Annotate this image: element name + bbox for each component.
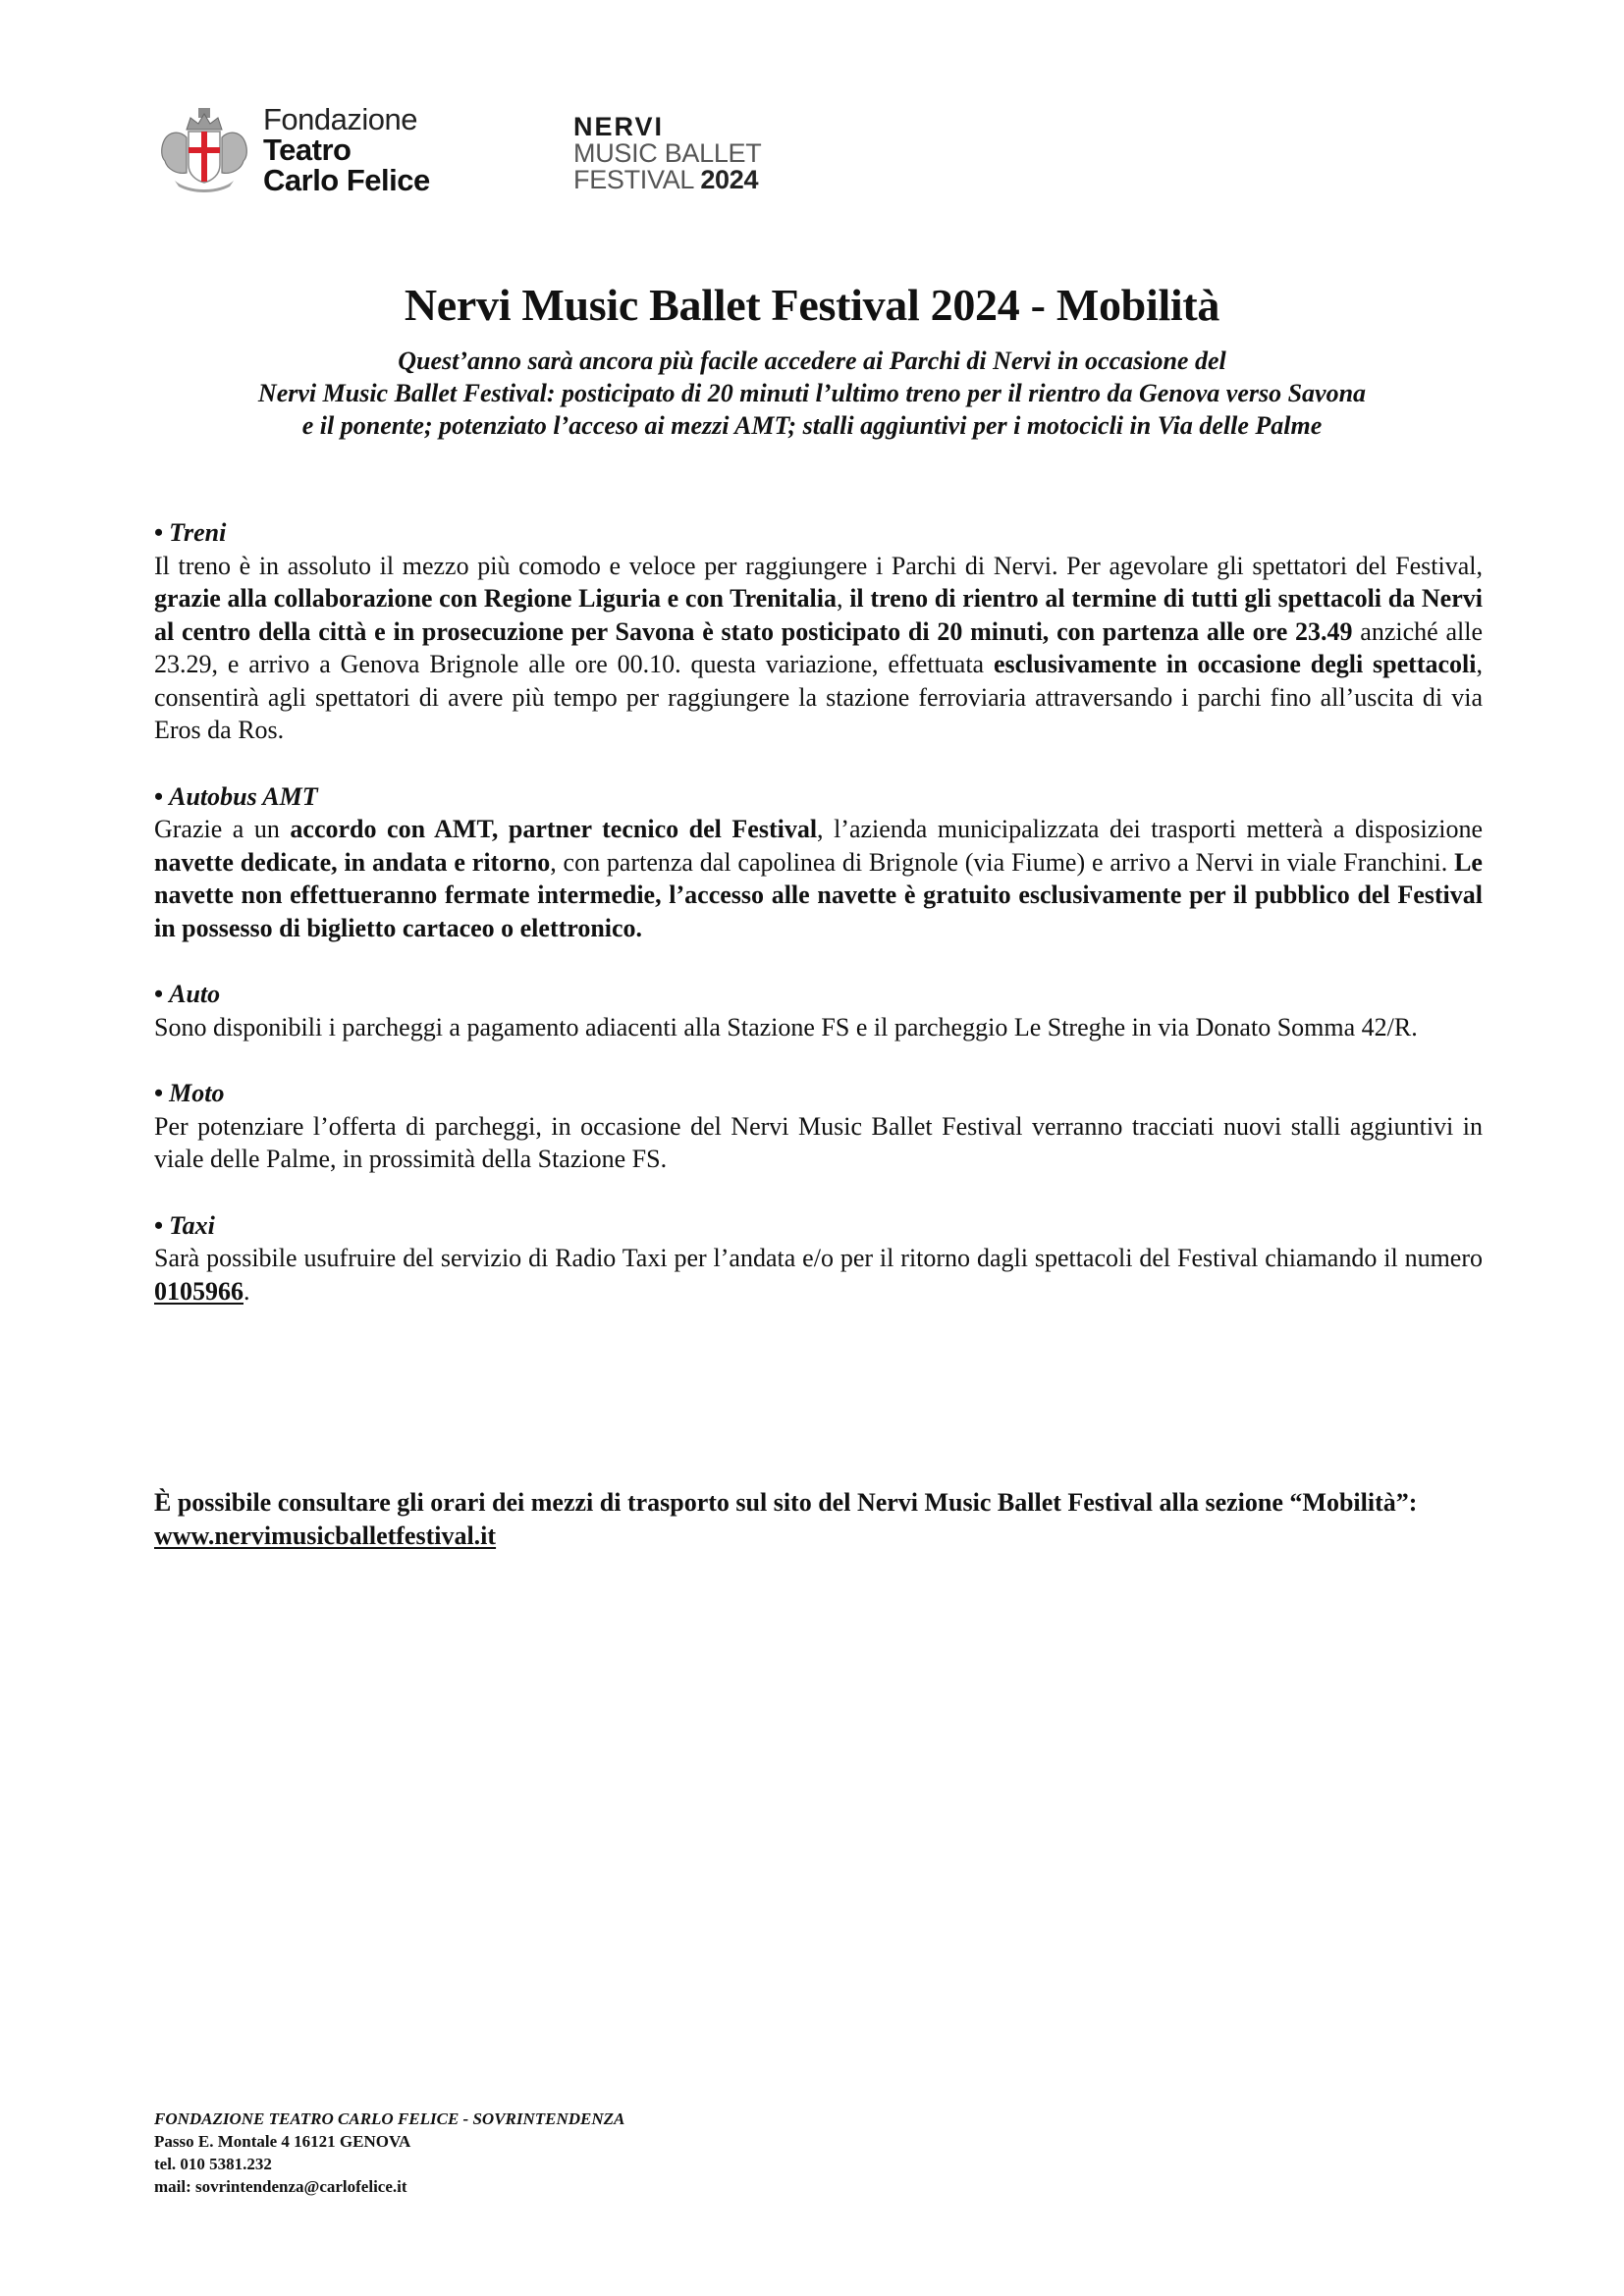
bullet-icon: • — [154, 1210, 164, 1240]
carlo-felice-wordmark — [263, 101, 430, 197]
text-run: Il treno è in assoluto il mezzo più comodo e veloce per raggiungere i Parchi di Nervi. Per agevolare gli spettatori del Festival, — [154, 551, 1483, 580]
bold-run: navette dedicate, in andata e ritorno — [154, 847, 551, 877]
logo-line-nervi: NERVI — [573, 112, 665, 141]
bullet-icon: • — [154, 980, 164, 1008]
festival-website-link[interactable]: www.nervimusicballetfestival.it — [154, 1521, 497, 1550]
subtitle-festival-name: Nervi Music Ballet Festival — [257, 379, 547, 407]
section-heading-taxi — [154, 1209, 1483, 1243]
footer-mail[interactable]: mail: sovrintendenza@carlofelice.it — [154, 2177, 407, 2196]
subtitle-line-3: e il ponente; potenziato l’acceso ai mezzi AMT; stalli aggiuntivi per i motocicli in Via delle Palme — [301, 411, 1323, 440]
document-body — [154, 516, 1483, 1341]
section-autobus-amt — [154, 780, 1483, 945]
genoa-crest-icon — [157, 104, 251, 194]
section-paragraph: Per potenziare l’offerta di parcheggi, in occasione del Nervi Music Ballet Festival verranno tracciati nuovi stalli aggiuntivi in viale delle Palme, in prossimità della Stazione FS. — [154, 1111, 1483, 1173]
text-run: , con partenza dal capolinea di Brignole (via Fiume) e arrivo a Nervi in viale Franchini. — [550, 847, 1455, 877]
bullet-icon: • — [154, 1079, 164, 1107]
bold-run: grazie alla collaborazione con Regione Liguria e con Trenitalia — [154, 584, 837, 613]
section-heading-treni — [154, 516, 1483, 550]
subtitle-line-2 — [147, 377, 1477, 409]
closing-text: È possibile consultare gli orari dei mezzi di trasporto sul sito del Nervi Music Ballet Festival alla sezione “Mobilità”: — [154, 1488, 1418, 1517]
section-heading-moto — [154, 1077, 1483, 1110]
bold-run: accordo con AMT, partner tecnico del Festival — [290, 815, 818, 843]
heading-text: Moto — [169, 1079, 225, 1107]
closing-note — [154, 1486, 1483, 1552]
heading-text: Taxi — [169, 1210, 215, 1240]
text-run: , l’azienda municipalizzata dei trasporti metterà a disposizione — [817, 815, 1483, 843]
logo-line-festival-year — [573, 167, 761, 193]
footer-contact — [154, 2108, 624, 2198]
section-taxi — [154, 1209, 1483, 1308]
taxi-phone-number[interactable]: 0105966 — [154, 1276, 244, 1306]
logo-line-carlo-felice: Carlo Felice — [263, 162, 430, 197]
text-run: anziché alle 23.29, e arrivo a Genova Brignole alle ore 00.10. questa variazione, effettuata — [154, 616, 1483, 678]
logo-nervi-music-ballet-festival — [573, 114, 761, 193]
subtitle-line-1: Quest’anno sarà ancora più facile accedere ai Parchi di Nervi in occasione del — [398, 347, 1226, 375]
heading-text: Treni — [169, 518, 227, 547]
page-title: Nervi Music Ballet Festival 2024 - Mobilità — [404, 280, 1220, 330]
text-run: Grazie a un — [154, 815, 291, 843]
footer-address: Passo E. Montale 4 16121 GENOVA — [154, 2132, 411, 2151]
subtitle — [147, 345, 1477, 442]
text-run: Sarà possibile usufruire del servizio di Radio Taxi per l’andata e/o per il ritorno dagli spettacoli del Festival chiamando il numero — [154, 1244, 1483, 1272]
logo-year: 2024 — [700, 165, 759, 194]
heading-text: Autobus AMT — [169, 781, 318, 811]
text-run: , — [836, 584, 850, 613]
bold-run: Le navette non effettueranno fermate intermedie, l’accesso alle navette è gratuito esclusivamente per il pubblico del Festival in possesso di biglietto cartaceo o elettronico. — [154, 847, 1483, 942]
section-paragraph — [154, 1242, 1483, 1308]
section-moto — [154, 1077, 1483, 1176]
bullet-icon: • — [154, 518, 164, 547]
bullet-icon: • — [154, 781, 164, 811]
section-auto — [154, 978, 1483, 1043]
bold-run: il treno di rientro al termine di tutti gli spettacoli da Nervi al centro della città e in prosecuzione per Savona è stato posticipato di 20 minuti, con partenza alle ore 23.49 — [154, 584, 1483, 646]
section-heading-auto — [154, 978, 1483, 1011]
logo-fondazione-teatro-carlo-felice — [157, 102, 430, 196]
section-paragraph — [154, 813, 1483, 944]
text-run: , consentirà agli spettatori di avere più tempo per raggiungere la stazione ferroviaria attraversando i parchi fino all’uscita di via Eros da Ros. — [154, 650, 1483, 744]
logo-line-music-ballet: MUSIC BALLET — [573, 138, 762, 168]
heading-text: Auto — [169, 980, 221, 1008]
section-treni — [154, 516, 1483, 747]
section-paragraph — [154, 550, 1483, 747]
logo-line-teatro: Teatro — [263, 132, 352, 167]
logo-festival-word: FESTIVAL — [573, 165, 701, 194]
footer-org: FONDAZIONE TEATRO CARLO FELICE - SOVRINTENDENZA — [154, 2109, 625, 2128]
section-heading-autobus — [154, 780, 1483, 814]
footer-tel: tel. 010 5381.232 — [154, 2155, 272, 2173]
logo-line-fondazione: Fondazione — [263, 101, 418, 136]
subtitle-line-2-rest: : posticipato di 20 minuti l’ultimo treno per il rientro da Genova verso Savona — [546, 379, 1367, 407]
section-paragraph: Sono disponibili i parcheggi a pagamento adiacenti alla Stazione FS e il parcheggio Le Streghe in via Donato Somma 42/R. — [154, 1012, 1418, 1041]
text-run: . — [244, 1276, 250, 1306]
bold-run: esclusivamente in occasione degli spettacoli — [993, 650, 1477, 678]
